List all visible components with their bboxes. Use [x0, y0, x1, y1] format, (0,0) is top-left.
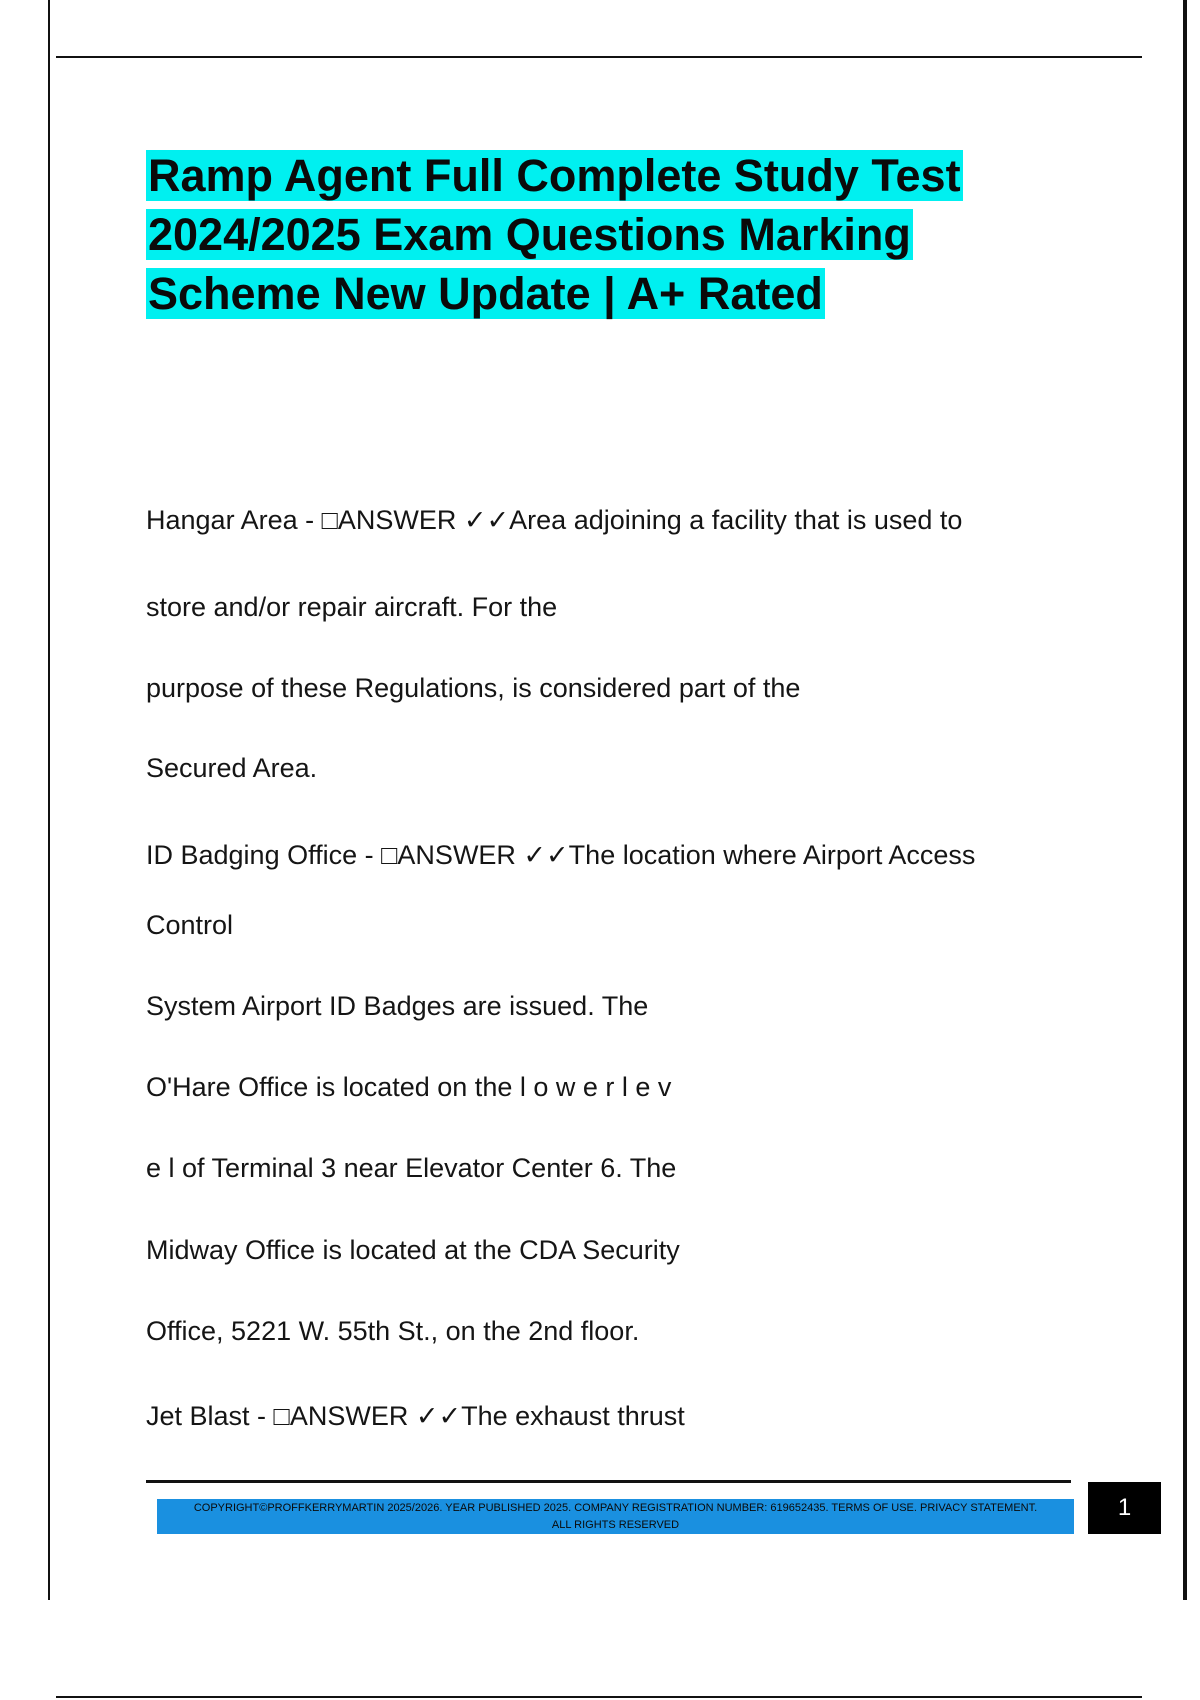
copyright-text: COPYRIGHT©PROFFKERRYMARTIN 2025/2026. YEAR PUBLISHED 2025. COMPANY REGISTRATION NUMBER: 619652435. TERMS OF USE. PRIVACY STATEMENT. — [193, 1502, 1038, 1514]
document-title-text: Ramp Agent Full Complete Study Test 2024/2025 Exam Questions Marking Scheme New Update | A+ Rated — [148, 150, 961, 319]
copyright-rights: ALL RIGHTS RESERVED — [551, 1519, 680, 1531]
document-title — [146, 146, 1066, 323]
next-page-rule — [56, 1696, 1142, 1698]
body-line: Hangar Area - □ANSWER ✓✓Area adjoining a facility that is used to — [146, 505, 963, 535]
header-rule — [56, 56, 1142, 58]
body-line: System Airport ID Badges are issued. The — [146, 991, 649, 1021]
body-line: Midway Office is located at the CDA Security — [146, 1235, 680, 1265]
body-line: store and/or repair aircraft. For the — [146, 592, 558, 622]
body-line: Secured Area. — [146, 753, 318, 783]
body-line: Control — [146, 910, 234, 940]
copyright-bar — [157, 1499, 1074, 1534]
body-line: Jet Blast - □ANSWER ✓✓The exhaust thrust — [146, 1401, 685, 1431]
page-border-left — [48, 0, 50, 1600]
body-line: O'Hare Office is located on the l o w e r l e v — [146, 1072, 672, 1102]
footer-rule — [146, 1480, 1071, 1483]
page-number: 1 — [1088, 1482, 1161, 1534]
body-line: Office, 5221 W. 55th St., on the 2nd floor. — [146, 1316, 640, 1346]
body-line: purpose of these Regulations, is considered part of the — [146, 673, 801, 703]
body-line: ID Badging Office - □ANSWER ✓✓The location where Airport Access — [146, 840, 976, 870]
body-line: e l of Terminal 3 near Elevator Center 6. The — [146, 1153, 677, 1183]
page-border-right — [1183, 0, 1187, 1600]
